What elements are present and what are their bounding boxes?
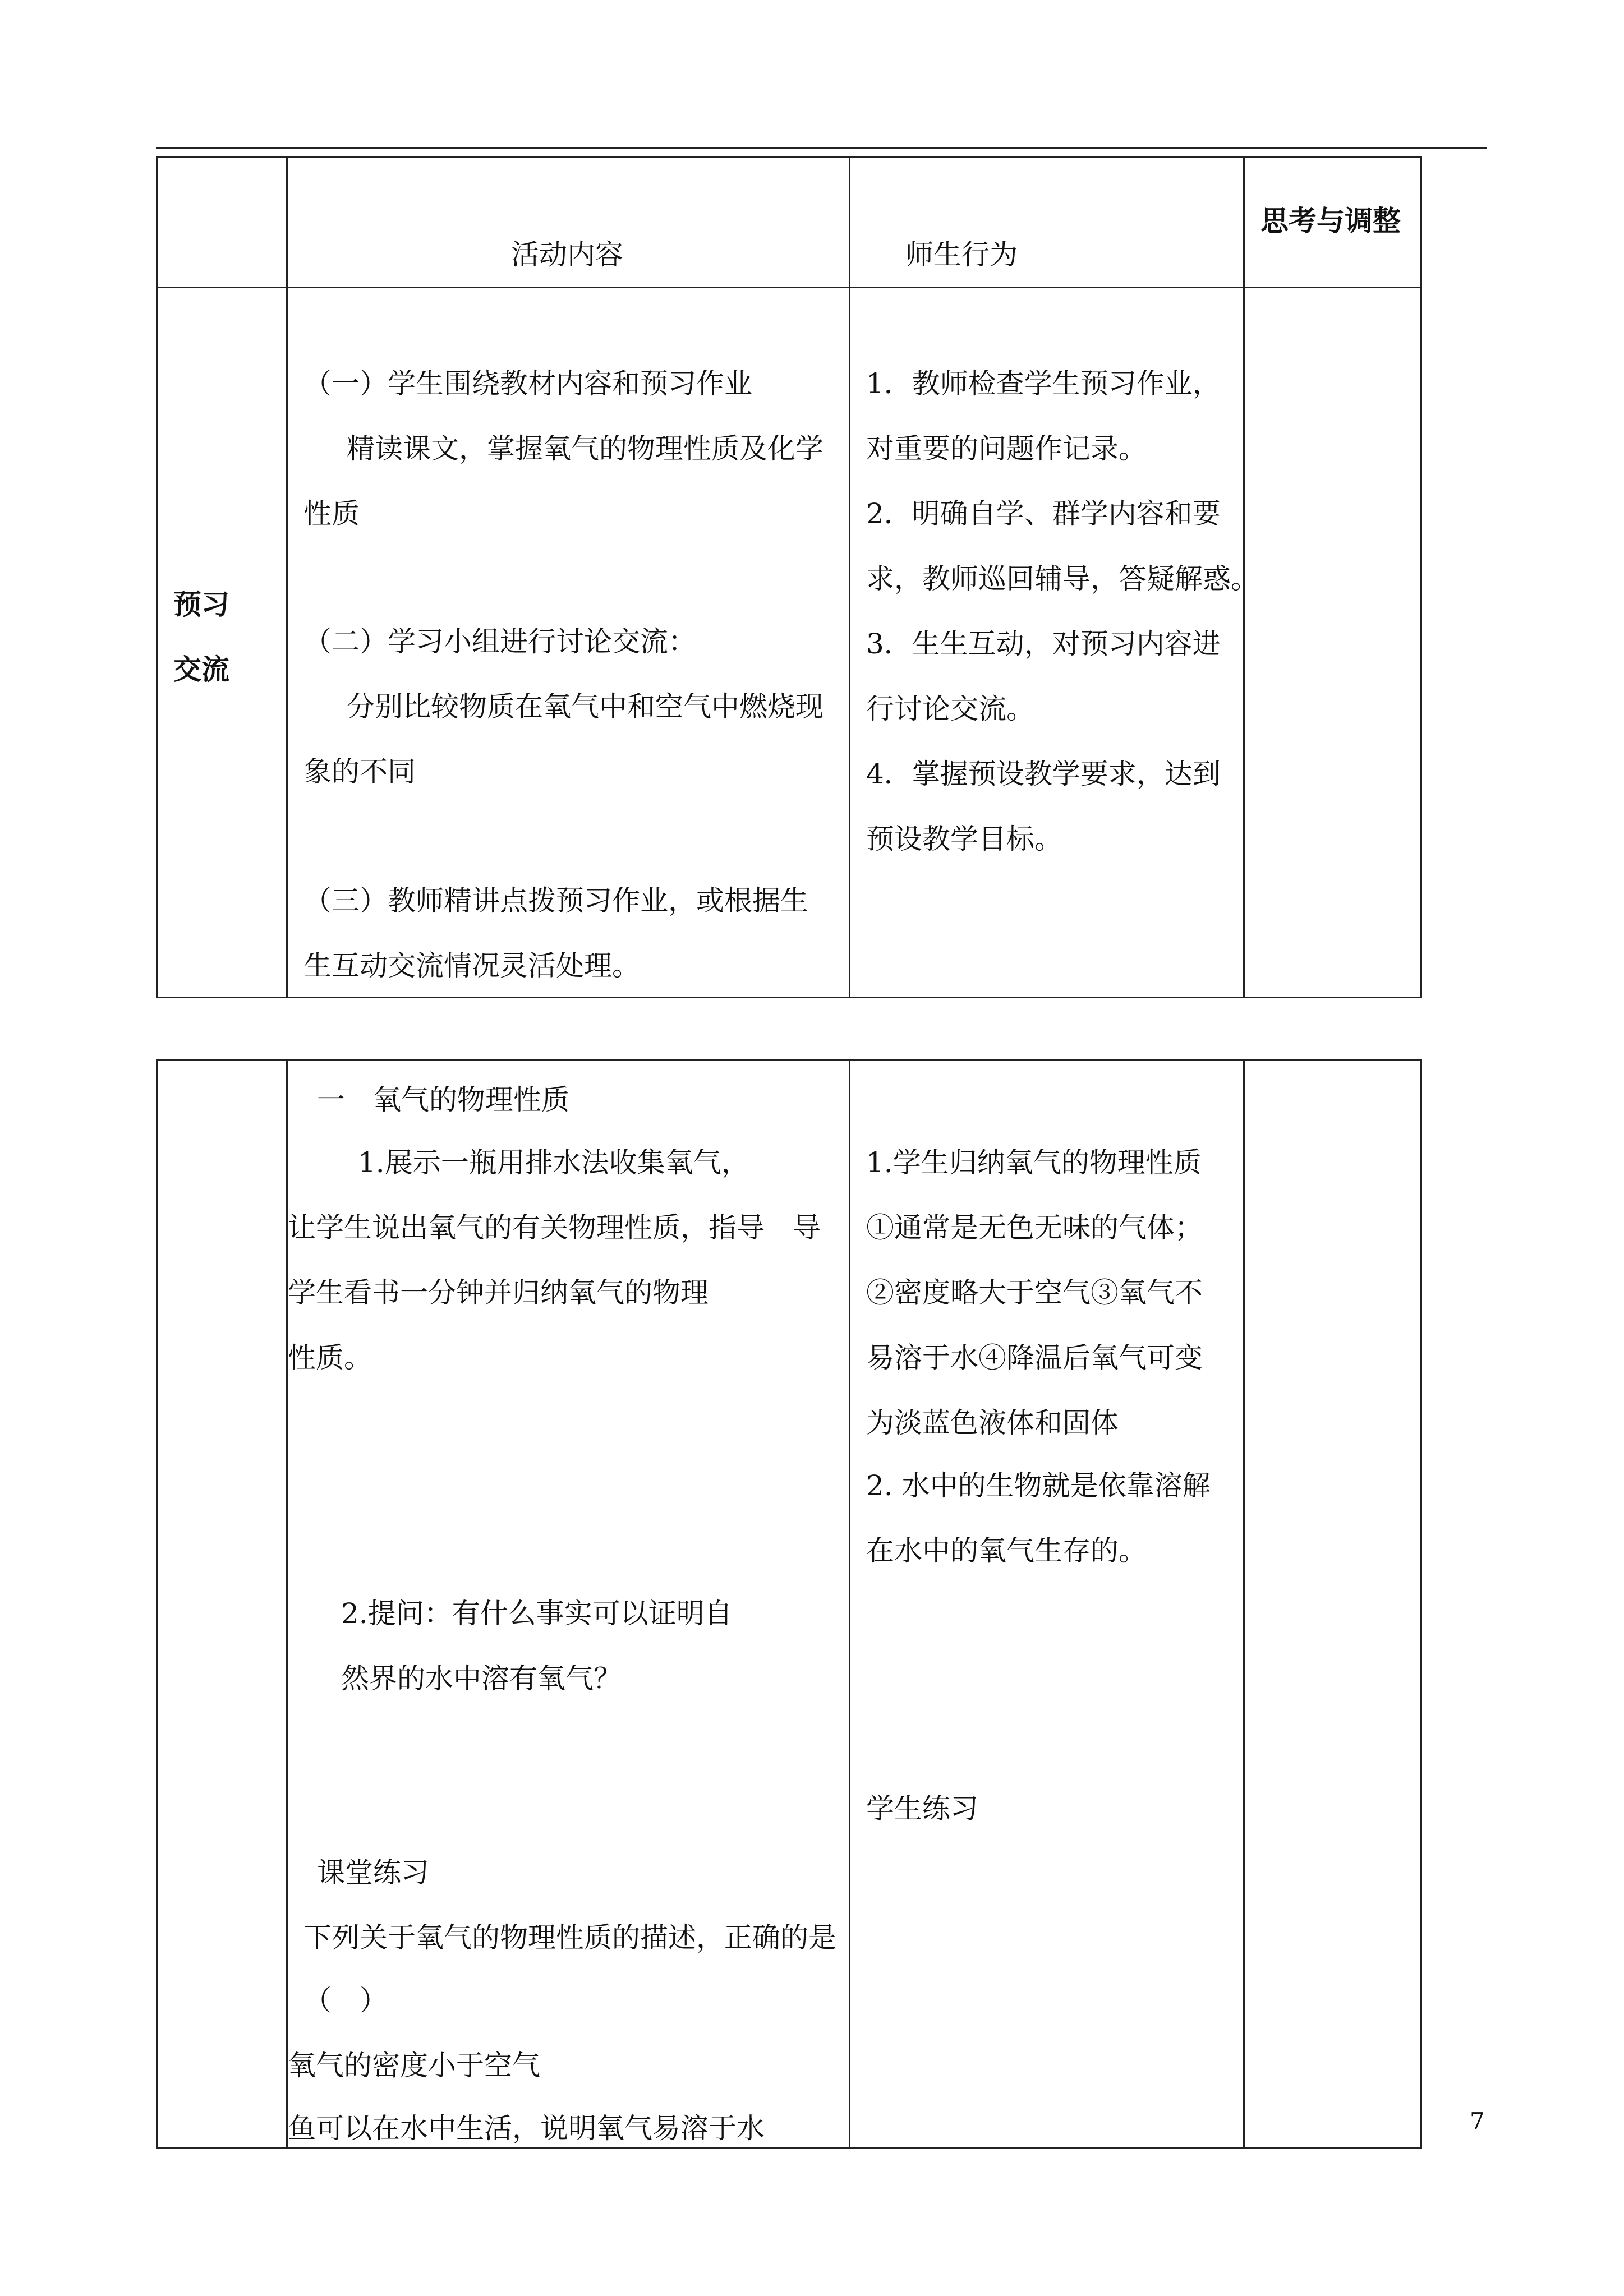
table-row-physical-properties [157,1060,1421,2148]
header-rule [156,147,1487,149]
behavior-line: 2．明确自学、群学内容和要 [866,497,1221,530]
behavior-line: 为淡蓝色液体和固体 [866,1407,1119,1439]
behavior-cell [850,1060,1244,2148]
reflect-cell [1244,288,1421,998]
lesson-table-2 [156,1059,1422,2149]
activity-line: 分别比较物质在氧气中和空气中燃烧现 [347,690,823,723]
reflect-cell [1244,1060,1421,2148]
header-cell-activity [287,158,850,288]
activity-line: 1.展示一瓶用排水法收集氧气， [358,1146,749,1179]
activity-line: 让学生说出氧气的有关物理性质，指导 导 [288,1211,821,1244]
behavior-line: 学生练习 [866,1792,978,1825]
behavior-cell [850,288,1259,998]
practice-question: 下列关于氧气的物理性质的描述，正确的是 [303,1921,836,1954]
lesson-table-1 [156,156,1422,998]
behavior-line: 3．生生互动，对预习内容进 [866,628,1221,660]
stage-label-line2: 交流 [173,653,229,686]
activity-line: （三）教师精讲点拨预习作业，或根据生 [303,884,808,917]
behavior-line: 1.学生归纳氧气的物理性质 [866,1146,1202,1179]
section-heading: 一 氧气的物理性质 [317,1084,569,1116]
behavior-line: 行讨论交流。 [866,693,1034,725]
activity-line: 学生看书一分钟并归纳氧气的物理 [288,1276,709,1309]
activity-line: 精读课文，掌握氧气的物理性质及化学 [347,432,823,465]
header-activity-label: 活动内容 [511,238,623,271]
behavior-line: 求，教师巡回辅导，答疑解惑。 [866,563,1259,595]
activity-line: 生互动交流情况灵活处理。 [303,949,640,982]
practice-heading: 课堂练习 [317,1856,429,1889]
stage-cell [157,288,287,998]
page-number: 7 [1470,2108,1485,2135]
behavior-line: 4．掌握预设教学要求，达到 [866,758,1221,790]
table-row-preview [157,288,1421,998]
stage-cell [157,1060,287,2148]
activity-line: 然界的水中溶有氧气？ [341,1662,622,1695]
activity-line: 2.提问：有什么事实可以证明自 [341,1597,733,1630]
behavior-line: 预设教学目标。 [866,823,1062,855]
table-header-row [157,158,1421,288]
activity-line: 性质。 [288,1341,372,1374]
activity-line: （二）学习小组进行讨论交流： [303,625,696,658]
header-cell-stage [157,158,287,288]
activity-cell [287,288,850,998]
stage-label-line1: 预习 [173,588,229,621]
behavior-line: 在水中的氧气生存的。 [866,1534,1147,1567]
practice-blank: （ ） [303,1984,388,2017]
behavior-line: ②密度略大于空气③氧气不 [866,1276,1203,1309]
header-behavior-label: 师生行为 [905,238,1018,271]
activity-cell [287,1060,850,2148]
activity-line: 象的不同 [303,755,416,788]
practice-option: 氧气的密度小于空气 [288,2049,540,2082]
header-cell-reflect [1244,158,1421,288]
behavior-line: 2. 水中的生物就是依靠溶解 [866,1469,1211,1502]
behavior-line: 对重要的问题作记录。 [866,432,1147,465]
behavior-line: ①通常是无色无味的气体； [866,1211,1203,1244]
header-cell-behavior [850,158,1244,288]
behavior-line: 易溶于水④降温后氧气可变 [866,1341,1203,1374]
behavior-line: 1．教师检查学生预习作业， [866,367,1221,400]
activity-line: 性质 [303,497,360,530]
activity-line: （一）学生围绕教材内容和预习作业 [303,367,752,400]
practice-option: 鱼可以在水中生活，说明氧气易溶于水 [288,2112,765,2145]
header-reflect-label: 思考与调整 [1260,205,1401,237]
